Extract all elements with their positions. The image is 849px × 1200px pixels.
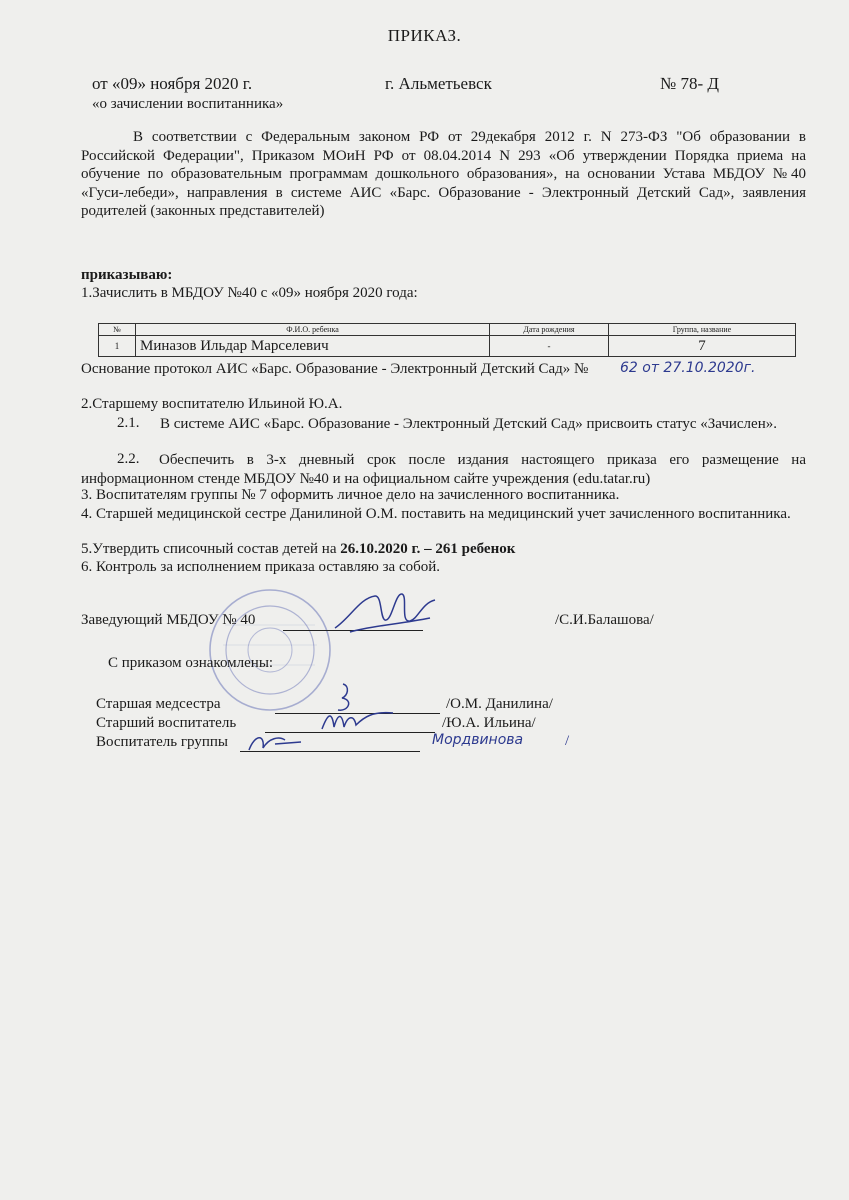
doc-subject: «о зачислении воспитанника»: [92, 96, 284, 112]
ack-label: С приказом ознакомлены:: [108, 655, 274, 671]
cell-name: Миназов Ильдар Марселевич: [136, 336, 490, 357]
ack-name-teacher: Мордвинова: [432, 732, 524, 748]
doc-city: г. Альметьевск: [385, 74, 492, 93]
table-header-row: [99, 324, 796, 336]
head-signature: [330, 588, 440, 638]
enrollment-table: [98, 323, 796, 357]
cell-group: 7: [609, 336, 796, 357]
item-2-2-number: 2.2.: [117, 451, 140, 467]
item-2-2: Обеспечить в 3-х дневный срок после издания настоящего приказа его размещение на информационном стенде МБДОУ №40 и на официальном сайте учреждения (edu.tatar.ru): [81, 452, 806, 487]
senior-signature: [318, 705, 398, 735]
order-word: приказываю:: [81, 267, 173, 283]
doc-date: от «09» ноября 2020 г.: [92, 74, 253, 93]
ack-role-teacher: Воспитатель группы: [96, 734, 228, 750]
col-header-dob: Дата рождения: [490, 324, 609, 336]
basis-handwritten: 62 от 27.10.2020г.: [620, 360, 756, 376]
ack-name-senior: /Ю.А. Ильина/: [442, 715, 536, 731]
head-label: Заведующий МБДОУ № 40: [81, 612, 256, 628]
item-3: 3. Воспитателям группы № 7 оформить личное дело на зачисленного воспитанника.: [81, 487, 620, 503]
item-6: 6. Контроль за исполнением приказа оставляю за собой.: [81, 559, 441, 575]
item-5: 5.Утвердить списочный состав детей на 26.10.2020 г. – 261 ребенок: [81, 541, 516, 557]
preamble: В соответствии с Федеральным законом РФ от 29декабря 2012 г. N 273-ФЗ "Об образовании в Российской Федерации", Приказом МОиН РФ от 08.04.2014 N 293 «Об утверждении Порядка приема на обучение по образовательным программам дошкольного образования», на основании Устава МБДОУ №40 «Гуси-лебеди», направления в системе АИС «Барс. Образование - Электронный Детский Сад», заявления родителей (законных представителей): [81, 129, 806, 219]
cell-dob: -: [490, 336, 609, 357]
col-header-number: №: [99, 324, 136, 336]
ack-role-nurse: Старшая медсестра: [96, 696, 221, 712]
item-1: 1.Зачислить в МБДОУ №40 с «09» ноября 2020 года:: [81, 285, 418, 301]
official-stamp: [205, 585, 335, 715]
doc-number: № 78- Д: [660, 74, 719, 93]
item-2-1-number: 2.1.: [117, 415, 140, 431]
col-header-name: Ф.И.О. ребенка: [136, 324, 490, 336]
item-4: 4. Старшей медицинской сестре Данилиной О.М. поставить на медицинский учет зачисленного воспитанника.: [81, 506, 791, 522]
ack-name-teacher-suffix: /: [565, 733, 570, 749]
ack-role-senior: Старший воспитатель: [96, 715, 237, 731]
col-header-group: Группа, название: [609, 324, 796, 336]
item-2-1: В системе АИС «Барс. Образование - Электронный Детский Сад» присвоить статус «Зачислен».: [160, 416, 777, 432]
teacher-signature: [245, 730, 305, 756]
ack-name-nurse: /О.М. Данилина/: [446, 696, 553, 712]
head-name: /С.И.Балашова/: [555, 612, 654, 628]
cell-number: 1: [99, 336, 136, 357]
doc-title: ПРИКАЗ.: [387, 26, 462, 45]
basis: Основание протокол АИС «Барс. Образование - Электронный Детский Сад» №: [81, 361, 589, 377]
item-2: 2.Старшему воспитателю Ильиной Ю.А.: [81, 396, 343, 412]
table-row: [99, 336, 796, 357]
